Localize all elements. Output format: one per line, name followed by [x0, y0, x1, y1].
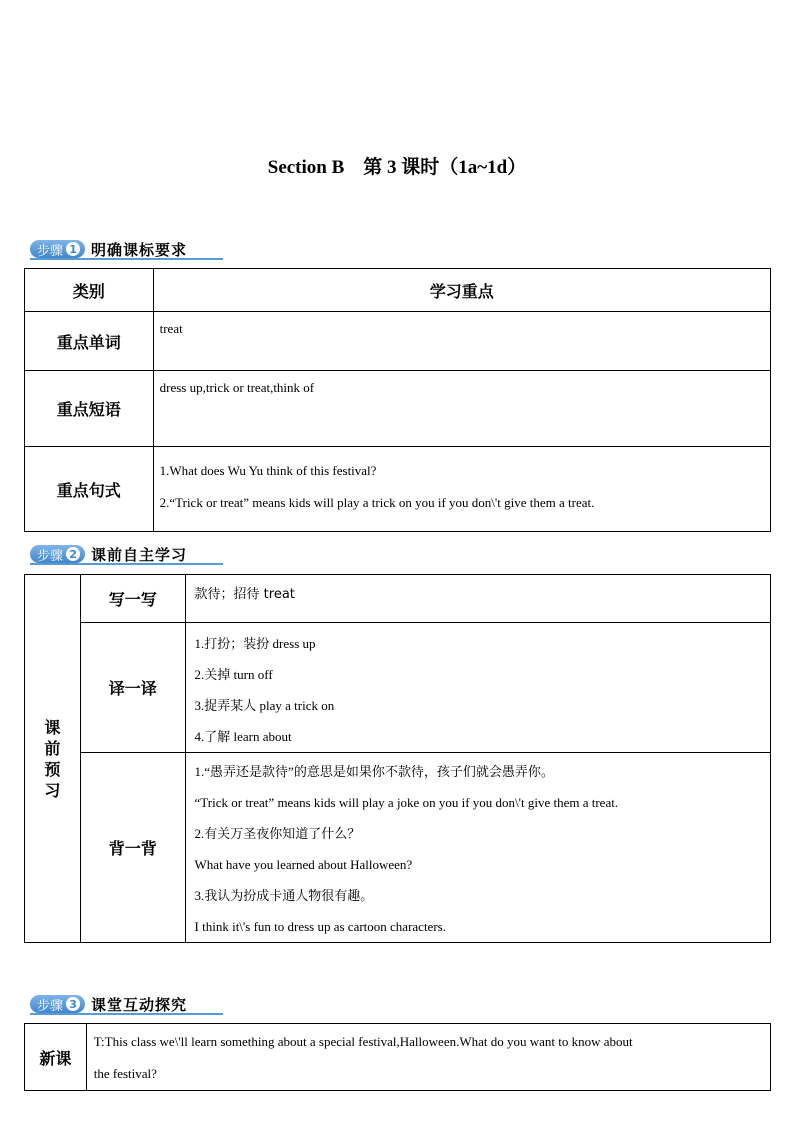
side-label-text: 课前预习: [44, 717, 61, 800]
step3-underline: [30, 1013, 223, 1015]
step1-title: 明确课标要求: [91, 240, 188, 259]
row-label-translate: 译一译: [80, 623, 185, 753]
step1-header: [30, 238, 191, 260]
text-line: 款待；招待 treat: [194, 587, 295, 602]
row-label-recite: 背一背: [80, 753, 185, 943]
text-line: What have you learned about Halloween?: [194, 857, 413, 872]
step3-title: 课堂互动探究: [91, 995, 188, 1014]
row-label-words: 重点单词: [25, 312, 154, 371]
text-line: 4.了解 learn about: [194, 729, 292, 744]
text-line: the festival?: [93, 1066, 157, 1081]
text-line: 1.What does Wu Yu think of this festival?: [159, 463, 377, 478]
row-content-translate: [185, 623, 770, 753]
row-content-new-lesson: [86, 1024, 770, 1091]
text-line: 2.关掉 turn off: [194, 667, 273, 682]
text-line: treat: [159, 321, 183, 336]
step3-header: [30, 993, 191, 1015]
step3-badge: [30, 995, 85, 1013]
text-line: 1.“愚弄还是款待”的意思是如果你不款待，孩子们就会愚弄你。: [194, 764, 554, 779]
step1-badge-text: 步骤: [37, 243, 64, 259]
col-header-category: 类别: [25, 269, 154, 312]
step3-number-icon: 3: [66, 997, 80, 1011]
step1-table: [24, 268, 771, 532]
row-content-phrases: [153, 371, 770, 447]
row-label-new-lesson: 新课: [25, 1024, 87, 1091]
text-line: T:This class we\'ll learn something about a special festival,Halloween.What do you want to know about: [93, 1034, 633, 1049]
step3-badge-text: 步骤: [37, 998, 64, 1014]
text-line: 2.有关万圣夜你知道了什么？: [194, 826, 361, 841]
step2-title: 课前自主学习: [91, 545, 188, 564]
step1-badge: [30, 240, 85, 258]
row-label-write: 写一写: [80, 575, 185, 623]
text-line: 3.捉弄某人 play a trick on: [194, 698, 335, 713]
text-line: 1.打扮；装扮 dress up: [194, 636, 316, 651]
step2-header: [30, 543, 191, 565]
step2-number-icon: 2: [66, 547, 80, 561]
step2-table: [24, 574, 771, 943]
text-line: 2.“Trick or treat” means kids will play a trick on you if you don\'t give them a treat.: [159, 495, 595, 510]
text-line: 3.我认为扮成卡通人物很有趣。: [194, 888, 374, 903]
step1-number-icon: 1: [66, 242, 80, 256]
step3-table: [24, 1023, 771, 1091]
step2-badge-text: 步骤: [37, 548, 64, 564]
col-header-focus: 学习重点: [153, 269, 770, 312]
row-content-write: [185, 575, 770, 623]
row-content-recite: [185, 753, 770, 943]
step1-underline: [30, 258, 223, 260]
step2-underline: [30, 563, 223, 565]
row-content-sentences: [153, 447, 770, 532]
side-label-preview: [25, 575, 81, 943]
row-label-phrases: 重点短语: [25, 371, 154, 447]
text-line: I think it\'s fun to dress up as cartoon characters.: [194, 919, 446, 934]
row-content-words: [153, 312, 770, 371]
text-line: dress up,trick or treat,think of: [159, 380, 315, 395]
row-label-sentences: 重点句式: [25, 447, 154, 532]
step2-badge: [30, 545, 85, 563]
page-title: Section B 第 3 课时（1a~1d）: [267, 157, 527, 178]
text-line: “Trick or treat” means kids will play a joke on you if you don\'t give them a treat.: [194, 795, 619, 810]
